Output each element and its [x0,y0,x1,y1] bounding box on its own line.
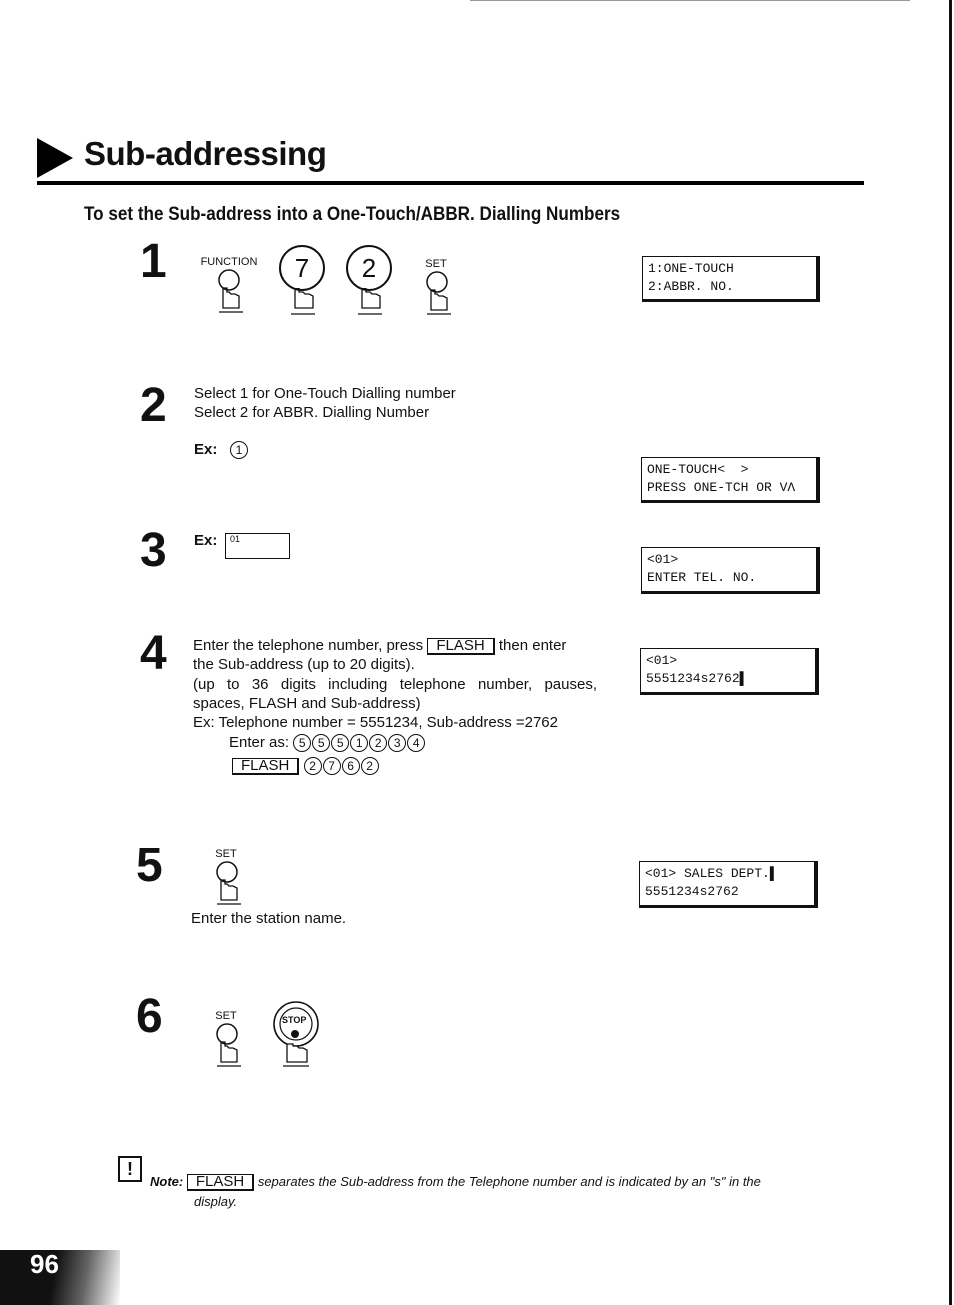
lcd-line-2: ENTER TEL. NO. [647,570,757,585]
key-2 [346,245,392,291]
circled-digit: 2 [361,757,379,775]
key-2-label: 2 [361,253,377,283]
note-label: Note: [150,1174,184,1189]
title-arrow-icon [37,138,73,178]
lcd-line-2: 5551234s2762▌ [646,671,748,686]
circled-digit: 4 [407,734,425,752]
set-key [207,1010,245,1068]
circled-digit: 5 [293,734,311,752]
key-7 [279,245,325,291]
title-underline [37,181,864,185]
note-text: separates the Sub-address from the Telephone number and is indicated by an "s" in the [257,1174,761,1189]
flash-key: FLASH [232,758,299,775]
stop-button-icon [271,1000,321,1068]
circled-digit: 6 [342,757,360,775]
circled-digit: 2 [304,757,322,775]
note [150,1172,850,1212]
lcd-line-1: ONE-TOUCH< > [647,462,749,477]
set-key [207,848,245,906]
circled-digit: 1 [230,441,248,459]
finger-press-icon [285,288,321,316]
step-4-line-3: (up to 36 digits including telephone number, pauses, [193,676,597,693]
stop-key-label: STOP [282,1015,307,1025]
step-4-line-4: spaces, FLASH and Sub-address) [193,695,421,712]
finger-press-icon [352,288,388,316]
lcd-line-2: PRESS ONE-TCH OR VΛ [647,480,796,495]
circled-digit: 1 [350,734,368,752]
step-2-ex-label: Ex: [194,441,218,458]
function-key-caption: FUNCTION [200,256,258,268]
flash-key: FLASH [187,1174,254,1191]
step-4-line-5: Ex: Telephone number = 5551234, Sub-address =2762 [193,714,558,731]
lcd-display-step-5 [639,861,818,908]
lcd-line-1: <01> [646,653,678,668]
lcd-display-step-1 [642,256,820,302]
step-4-number: 4 [140,627,167,680]
lcd-display-step-3 [641,547,820,594]
step-2-line-1: Select 1 for One-Touch Dialling number [194,385,456,402]
step-3-ex-label: Ex: [194,532,218,549]
step-2-number: 2 [140,379,167,432]
stop-key [271,1000,321,1068]
lcd-line-1: <01> SALES DEPT.▌ [645,866,778,881]
set-key-caption: SET [425,258,447,270]
section-heading: To set the Sub-address into a One-Touch/ABBR. Dialling Numbers [84,204,621,225]
flash-key: FLASH [427,638,494,655]
step-1-number: 1 [140,235,167,288]
finger-press-key-icon [417,270,457,316]
step-2-line-2: Select 2 for ABBR. Dialling Number [194,404,430,421]
finger-press-key-icon [207,1022,247,1068]
key-7-label: 7 [294,253,310,283]
circled-digit: 7 [323,757,341,775]
circled-digit: 2 [369,734,387,752]
step-5-text: Enter the station name. [191,910,347,927]
note-text-continued: display. [194,1194,238,1209]
lcd-display-step-2 [641,457,820,503]
step-4-line-1 [193,636,603,655]
enter-as-row [229,733,426,752]
one-touch-key-box: 01 [225,533,290,559]
note-warning-icon: ! [118,1156,142,1182]
finger-press-key-icon [209,268,249,314]
step-6-number: 6 [136,990,163,1043]
circled-digit: 5 [331,734,349,752]
lcd-line-1: 1:ONE-TOUCH [648,261,734,276]
enter-as-label: Enter as: [229,734,290,751]
circled-digit: 3 [388,734,406,752]
lcd-display-step-4 [640,648,819,695]
step-4-line-1b: then enter [498,637,567,654]
circled-digit: 5 [312,734,330,752]
set-key [417,258,455,316]
set-key-caption: SET [215,1010,237,1022]
lcd-line-2: 5551234s2762 [645,884,739,899]
step-4-line-2: the Sub-address (up to 20 digits). [193,656,415,673]
step-3-number: 3 [140,524,167,577]
set-key-caption: SET [215,848,237,860]
lcd-line-1: <01> [647,552,679,567]
flash-digits-row [232,756,380,775]
step-5-number: 5 [136,839,163,892]
page-title: Sub-addressing [84,135,327,172]
page-number: 96 [0,1250,120,1305]
lcd-line-2: 2:ABBR. NO. [648,279,734,294]
top-scan-line [470,0,910,1]
finger-press-key-icon [207,860,247,906]
function-key [199,256,259,314]
page-edge-rule [949,0,952,1305]
step-4-line-1a: Enter the telephone number, press [193,637,424,654]
